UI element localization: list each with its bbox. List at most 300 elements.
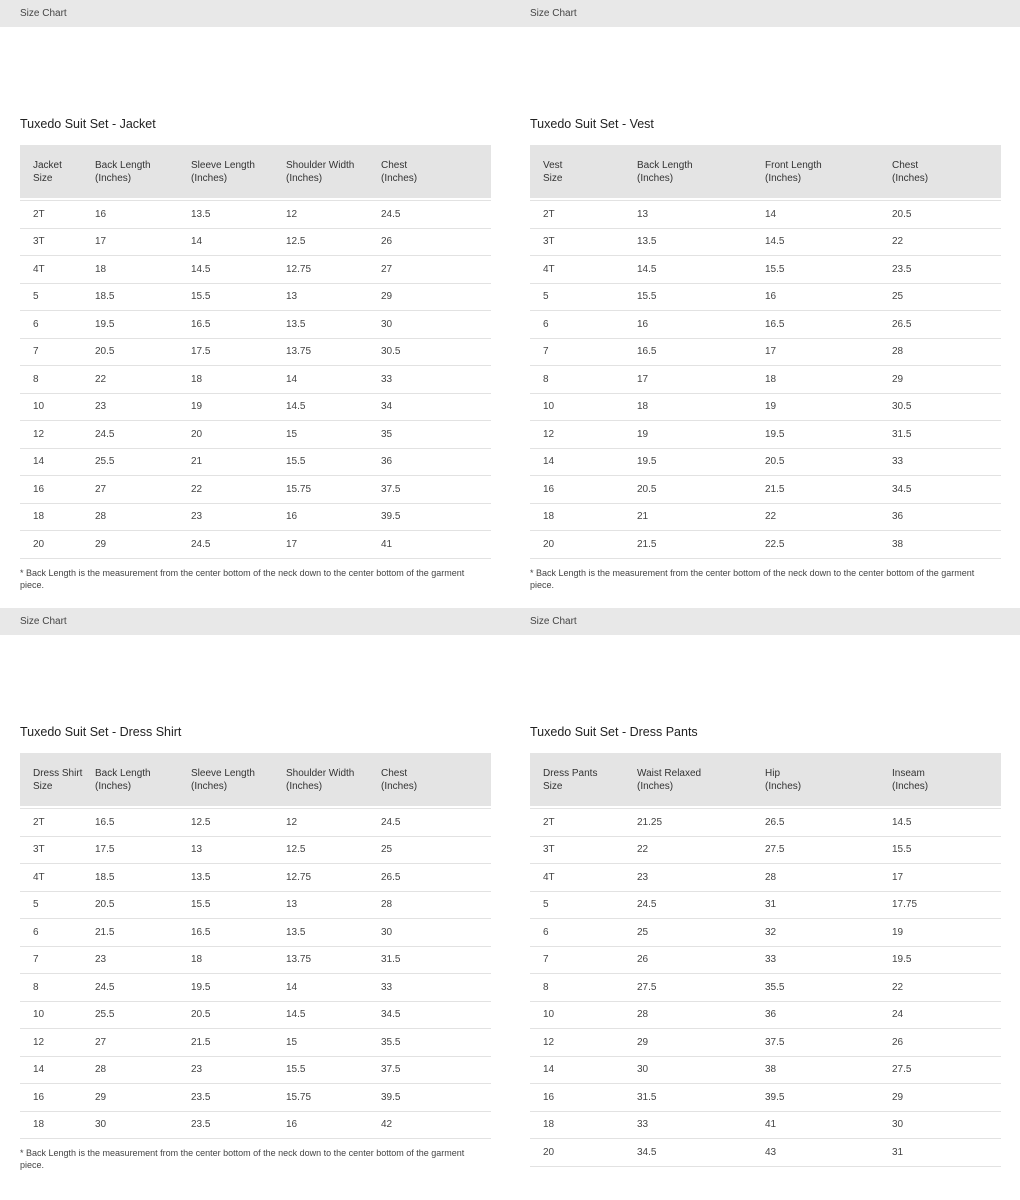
table-cell: 24.5 (381, 201, 491, 229)
table-cell: 7 (20, 946, 95, 974)
table-cell: 10 (20, 393, 95, 421)
table-cell: 12 (286, 809, 381, 837)
column-header-line: (Inches) (765, 780, 802, 792)
table-row (20, 366, 491, 394)
table-row (530, 338, 1001, 366)
table-cell: 18 (191, 946, 286, 974)
table-cell: 22 (765, 503, 892, 531)
back-length-note: * Back Length is the measurement from the center bottom of the neck down to the center bottom of the garment piece. (20, 1148, 465, 1170)
table-cell: 17.5 (191, 338, 286, 366)
table-cell: 14.5 (286, 393, 381, 421)
column-header-line: (Inches) (286, 172, 323, 184)
table-cell: 13.5 (191, 201, 286, 229)
table-row (20, 836, 491, 864)
table-cell: 34 (381, 393, 491, 421)
table-cell: 15.5 (892, 836, 1001, 864)
table-cell: 16 (530, 476, 637, 504)
table-cell: 16 (530, 1084, 637, 1112)
table-cell: 6 (20, 311, 95, 339)
column-header-line: Dress Pants (543, 767, 598, 779)
table-cell: 28 (95, 1056, 191, 1084)
column-header-line: (Inches) (191, 780, 228, 792)
table-cell: 26.5 (765, 809, 892, 837)
table-cell: 22.5 (765, 531, 892, 559)
table-row (530, 421, 1001, 449)
table-row (530, 809, 1001, 837)
table-cell: 17 (95, 228, 191, 256)
table-cell: 24 (892, 1001, 1001, 1029)
table-row (20, 256, 491, 284)
table-cell: 21.5 (95, 919, 191, 947)
table-cell: 25.5 (95, 1001, 191, 1029)
table-cell: 19.5 (191, 974, 286, 1002)
table-row (20, 919, 491, 947)
column-header (892, 145, 1001, 198)
table-cell: 14 (530, 448, 637, 476)
table-cell: 12.5 (191, 809, 286, 837)
table-row (20, 1111, 491, 1139)
table-cell: 30 (381, 919, 491, 947)
table-cell: 26.5 (892, 311, 1001, 339)
table-cell: 12.5 (286, 836, 381, 864)
column-header-line: Size (33, 780, 53, 792)
table-cell: 12 (530, 1029, 637, 1057)
table-cell: 27.5 (765, 836, 892, 864)
vest-title: Tuxedo Suit Set - Vest (530, 117, 654, 131)
column-header-line: (Inches) (892, 780, 929, 792)
column-header-line: (Inches) (381, 172, 418, 184)
size-chart-label: Size Chart (20, 8, 67, 19)
table-cell: 15.5 (637, 283, 765, 311)
table-cell: 6 (530, 919, 637, 947)
table-cell: 34.5 (637, 1139, 765, 1167)
table-cell: 2T (20, 809, 95, 837)
column-header-line: Size (33, 172, 53, 184)
table-row (20, 393, 491, 421)
column-header-line: Shoulder Width (286, 767, 355, 779)
table-cell: 19.5 (892, 946, 1001, 974)
table-cell: 13.5 (637, 228, 765, 256)
table-cell: 16.5 (191, 311, 286, 339)
table-cell: 21.5 (191, 1029, 286, 1057)
column-header-line: (Inches) (95, 172, 132, 184)
table-cell: 8 (530, 974, 637, 1002)
table-cell: 24.5 (95, 421, 191, 449)
column-header (637, 145, 765, 198)
column-header-line: Waist Relaxed (637, 767, 702, 779)
table-cell: 20.5 (892, 201, 1001, 229)
table-cell: 30.5 (381, 338, 491, 366)
table-cell: 12 (286, 201, 381, 229)
column-header-line: Back Length (95, 767, 151, 779)
table-cell: 31.5 (637, 1084, 765, 1112)
column-header-line: (Inches) (892, 172, 929, 184)
table-cell: 3T (530, 836, 637, 864)
table-cell: 23.5 (191, 1111, 286, 1139)
table-cell: 14 (530, 1056, 637, 1084)
table-cell: 14 (20, 1056, 95, 1084)
table-cell: 10 (530, 1001, 637, 1029)
table-row (530, 1001, 1001, 1029)
table-cell: 16 (286, 503, 381, 531)
table-cell: 39.5 (381, 503, 491, 531)
table-cell: 36 (892, 503, 1001, 531)
table-row (20, 228, 491, 256)
table-cell: 39.5 (765, 1084, 892, 1112)
table-row (530, 1139, 1001, 1167)
table-cell: 20.5 (765, 448, 892, 476)
table-cell: 33 (892, 448, 1001, 476)
table-cell: 14.5 (637, 256, 765, 284)
column-header-line: Sleeve Length (191, 159, 255, 171)
table-cell: 23 (191, 503, 286, 531)
table-cell: 22 (95, 366, 191, 394)
table-cell: 32 (765, 919, 892, 947)
column-header-line: Vest (543, 159, 563, 171)
table-cell: 14 (191, 228, 286, 256)
table-cell: 27 (95, 1029, 191, 1057)
table-cell: 15.5 (286, 1056, 381, 1084)
table-cell: 28 (381, 891, 491, 919)
table-cell: 18 (20, 503, 95, 531)
shirt-title: Tuxedo Suit Set - Dress Shirt (20, 725, 182, 739)
column-header-line: Chest (892, 159, 919, 171)
table-row (20, 311, 491, 339)
table-cell: 28 (95, 503, 191, 531)
table-cell: 41 (765, 1111, 892, 1139)
table-cell: 16 (20, 476, 95, 504)
table-cell: 12 (20, 1029, 95, 1057)
table-cell: 16 (286, 1111, 381, 1139)
table-cell: 31 (892, 1139, 1001, 1167)
table-row (20, 283, 491, 311)
table-row (530, 1111, 1001, 1139)
table-cell: 15.5 (191, 283, 286, 311)
size-chart-label: Size Chart (530, 616, 577, 627)
table-cell: 15.5 (191, 891, 286, 919)
column-header (765, 753, 892, 806)
column-header-line: Inseam (892, 767, 925, 779)
table-row (20, 1056, 491, 1084)
table-row (530, 393, 1001, 421)
table-cell: 2T (530, 809, 637, 837)
table-cell: 28 (765, 864, 892, 892)
table-cell: 15.75 (286, 1084, 381, 1112)
table-row (530, 448, 1001, 476)
table-cell: 35.5 (765, 974, 892, 1002)
table-cell: 25 (381, 836, 491, 864)
table-cell: 18.5 (95, 283, 191, 311)
table-cell: 18 (95, 256, 191, 284)
table-cell: 35.5 (381, 1029, 491, 1057)
vest-size-table (530, 145, 1001, 559)
table-cell: 16 (765, 283, 892, 311)
table-cell: 30 (637, 1056, 765, 1084)
column-header (530, 753, 637, 806)
table-row (530, 891, 1001, 919)
column-header (95, 753, 191, 806)
table-row (530, 476, 1001, 504)
table-cell: 16.5 (765, 311, 892, 339)
table-cell: 17 (765, 338, 892, 366)
column-header-line: Hip (765, 767, 781, 779)
table-cell: 12 (20, 421, 95, 449)
table-cell: 5 (530, 283, 637, 311)
table-row (20, 891, 491, 919)
table-cell: 42 (381, 1111, 491, 1139)
table-cell: 3T (20, 228, 95, 256)
table-row (530, 1056, 1001, 1084)
size-chart-bar-top (0, 0, 1020, 27)
table-cell: 19 (892, 919, 1001, 947)
table-header-row (20, 145, 491, 198)
table-cell: 15.75 (286, 476, 381, 504)
table-cell: 30 (381, 311, 491, 339)
table-cell: 27.5 (892, 1056, 1001, 1084)
table-cell: 6 (530, 311, 637, 339)
table-row (530, 974, 1001, 1002)
table-row (530, 366, 1001, 394)
table-cell: 4T (20, 256, 95, 284)
table-cell: 18 (191, 366, 286, 394)
table-cell: 14 (286, 366, 381, 394)
table-row (20, 946, 491, 974)
column-header (286, 145, 381, 198)
table-cell: 37.5 (765, 1029, 892, 1057)
table-cell: 20.5 (95, 338, 191, 366)
table-cell: 16 (20, 1084, 95, 1112)
table-cell: 23 (637, 864, 765, 892)
table-cell: 17.75 (892, 891, 1001, 919)
table-cell: 35 (381, 421, 491, 449)
table-cell: 26.5 (381, 864, 491, 892)
column-header-line: Shoulder Width (286, 159, 355, 171)
table-row (20, 974, 491, 1002)
back-length-note: * Back Length is the measurement from the center bottom of the neck down to the center bottom of the garment piece. (530, 568, 975, 590)
table-cell: 13.5 (286, 311, 381, 339)
table-row (530, 531, 1001, 559)
table-cell: 25.5 (95, 448, 191, 476)
table-row (530, 201, 1001, 229)
table-cell: 8 (20, 974, 95, 1002)
table-cell: 29 (95, 531, 191, 559)
table-cell: 31.5 (892, 421, 1001, 449)
table-row (530, 864, 1001, 892)
table-row (20, 338, 491, 366)
table-cell: 14 (286, 974, 381, 1002)
table-cell: 18 (530, 1111, 637, 1139)
table-cell: 38 (892, 531, 1001, 559)
table-cell: 10 (530, 393, 637, 421)
table-row (20, 809, 491, 837)
table-cell: 20.5 (95, 891, 191, 919)
table-cell: 37.5 (381, 476, 491, 504)
table-cell: 18.5 (95, 864, 191, 892)
table-cell: 23.5 (191, 1084, 286, 1112)
table-row (20, 503, 491, 531)
table-cell: 12.75 (286, 864, 381, 892)
table-cell: 17 (637, 366, 765, 394)
table-row (20, 864, 491, 892)
table-row (530, 311, 1001, 339)
table-cell: 24.5 (637, 891, 765, 919)
column-header (530, 145, 637, 198)
table-cell: 20 (20, 531, 95, 559)
column-header-line: Size (543, 172, 563, 184)
table-cell: 18 (20, 1111, 95, 1139)
table-row (20, 1001, 491, 1029)
table-cell: 7 (530, 338, 637, 366)
table-row (530, 919, 1001, 947)
table-cell: 12 (530, 421, 637, 449)
size-chart-label: Size Chart (530, 8, 577, 19)
table-cell: 16.5 (191, 919, 286, 947)
table-cell: 21 (637, 503, 765, 531)
table-cell: 2T (20, 201, 95, 229)
table-cell: 34.5 (381, 1001, 491, 1029)
jacket-title: Tuxedo Suit Set - Jacket (20, 117, 156, 131)
table-cell: 13.75 (286, 338, 381, 366)
column-header (381, 753, 491, 806)
table-cell: 41 (381, 531, 491, 559)
table-header-row (20, 753, 491, 806)
column-header (892, 753, 1001, 806)
table-cell: 29 (381, 283, 491, 311)
shirt-size-table (20, 753, 491, 1139)
column-header-line: Chest (381, 159, 408, 171)
column-header-line: Jacket (33, 159, 62, 171)
table-cell: 14.5 (191, 256, 286, 284)
table-row (530, 503, 1001, 531)
table-cell: 19 (637, 421, 765, 449)
column-header-line: Dress Shirt (33, 767, 83, 779)
column-header-line: Sleeve Length (191, 767, 255, 779)
table-header-row (530, 145, 1001, 198)
column-header (95, 145, 191, 198)
table-cell: 17.5 (95, 836, 191, 864)
table-cell: 38 (765, 1056, 892, 1084)
column-header (381, 145, 491, 198)
table-cell: 4T (530, 864, 637, 892)
table-cell: 16 (637, 311, 765, 339)
table-row (20, 1029, 491, 1057)
table-cell: 26 (381, 228, 491, 256)
pants-title: Tuxedo Suit Set - Dress Pants (530, 725, 698, 739)
table-cell: 13 (286, 891, 381, 919)
table-row (530, 946, 1001, 974)
size-chart-bar-middle (0, 608, 1020, 635)
table-cell: 18 (765, 366, 892, 394)
table-row (20, 448, 491, 476)
table-cell: 43 (765, 1139, 892, 1167)
table-cell: 14 (765, 201, 892, 229)
table-header-row (530, 753, 1001, 806)
table-cell: 14 (20, 448, 95, 476)
table-cell: 19.5 (637, 448, 765, 476)
table-cell: 28 (637, 1001, 765, 1029)
column-header (20, 145, 95, 198)
table-cell: 20.5 (637, 476, 765, 504)
table-cell: 17 (892, 864, 1001, 892)
pants-size-table (530, 753, 1001, 1167)
table-cell: 18 (530, 503, 637, 531)
table-cell: 21 (191, 448, 286, 476)
table-cell: 30 (95, 1111, 191, 1139)
column-header-line: (Inches) (765, 172, 802, 184)
table-cell: 16 (95, 201, 191, 229)
table-cell: 8 (530, 366, 637, 394)
table-cell: 23.5 (892, 256, 1001, 284)
table-cell: 31.5 (381, 946, 491, 974)
column-header-line: (Inches) (286, 780, 323, 792)
table-cell: 30 (892, 1111, 1001, 1139)
column-header-line: (Inches) (637, 172, 674, 184)
table-cell: 22 (191, 476, 286, 504)
table-cell: 15.5 (286, 448, 381, 476)
table-cell: 13.75 (286, 946, 381, 974)
table-cell: 16.5 (637, 338, 765, 366)
column-header-line: Chest (381, 767, 408, 779)
column-header (191, 753, 286, 806)
table-cell: 21.25 (637, 809, 765, 837)
table-cell: 25 (637, 919, 765, 947)
table-cell: 13 (191, 836, 286, 864)
table-cell: 5 (20, 891, 95, 919)
table-cell: 3T (20, 836, 95, 864)
table-cell: 19.5 (95, 311, 191, 339)
table-cell: 16.5 (95, 809, 191, 837)
column-header (286, 753, 381, 806)
table-cell: 23 (95, 393, 191, 421)
table-cell: 25 (892, 283, 1001, 311)
table-cell: 12.5 (286, 228, 381, 256)
table-cell: 15.5 (765, 256, 892, 284)
table-row (530, 256, 1001, 284)
table-cell: 15 (286, 1029, 381, 1057)
table-cell: 29 (95, 1084, 191, 1112)
table-cell: 2T (530, 201, 637, 229)
column-header-line: (Inches) (191, 172, 228, 184)
table-cell: 33 (381, 974, 491, 1002)
table-cell: 21.5 (637, 531, 765, 559)
table-cell: 34.5 (892, 476, 1001, 504)
back-length-note: * Back Length is the measurement from the center bottom of the neck down to the center bottom of the garment piece. (20, 568, 465, 590)
table-cell: 22 (892, 974, 1001, 1002)
table-cell: 28 (892, 338, 1001, 366)
table-cell: 22 (637, 836, 765, 864)
column-header-line: (Inches) (95, 780, 132, 792)
column-header-line: Back Length (95, 159, 151, 171)
table-cell: 24.5 (95, 974, 191, 1002)
column-header (20, 753, 95, 806)
table-cell: 39.5 (381, 1084, 491, 1112)
table-cell: 24.5 (381, 809, 491, 837)
table-cell: 36 (765, 1001, 892, 1029)
table-cell: 13 (286, 283, 381, 311)
table-cell: 33 (765, 946, 892, 974)
table-row (20, 1084, 491, 1112)
size-chart-label: Size Chart (20, 616, 67, 627)
table-row (530, 283, 1001, 311)
table-row (530, 1029, 1001, 1057)
table-cell: 18 (637, 393, 765, 421)
column-header-line: Back Length (637, 159, 693, 171)
table-row (20, 476, 491, 504)
table-row (530, 1084, 1001, 1112)
column-header-line: (Inches) (637, 780, 674, 792)
table-cell: 21.5 (765, 476, 892, 504)
table-cell: 30.5 (892, 393, 1001, 421)
